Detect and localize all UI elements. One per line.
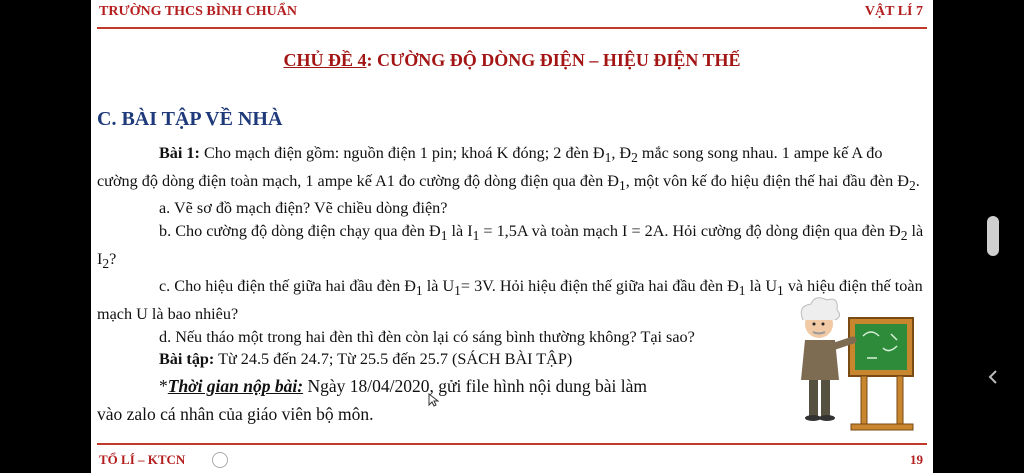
question-d: d. Nếu tháo một trong hai đèn thì đèn còn lại có sáng bình thường không? Tại sao? bbox=[159, 327, 695, 346]
footer-department: TỔ LÍ – KTCN bbox=[99, 452, 186, 467]
section-heading: C. BÀI TẬP VỀ NHÀ bbox=[97, 108, 283, 130]
page-number: 19 bbox=[910, 452, 923, 467]
question-c: c. Cho hiệu điện thế giữa hai đầu đèn $Đ_1$ là $U_1= 3V$. Hỏi hiệu điện thế giữa hai đầu đèn $Đ_1$ là $U_1$ và hiệu điện thế toàn mạch U là bao nhiêu? bbox=[97, 277, 923, 324]
title-text: : CƯỜNG ĐỘ DÒNG ĐIỆN – HIỆU ĐIỆN THẾ bbox=[366, 50, 741, 70]
deadline-line: *Thời gian nộp bài: Ngày 18/04/2020, gửi file hình nội dung bài làm bbox=[159, 375, 647, 396]
header-school: TRƯỜNG THCS BÌNH CHUẨN bbox=[99, 4, 297, 19]
back-chevron-icon[interactable] bbox=[985, 367, 1001, 387]
exercise-reference: Bài tập: Từ 24.5 đến 24.7; Từ 25.5 đến 25.7 (SÁCH BÀI TẬP) bbox=[159, 350, 573, 369]
footer-circle-icon bbox=[212, 452, 228, 468]
scrollbar-thumb[interactable] bbox=[987, 216, 999, 256]
footer-divider bbox=[97, 443, 927, 445]
header-subject: VẬT LÍ 7 bbox=[864, 4, 923, 19]
page-title bbox=[91, 50, 933, 71]
title-topic: CHỦ ĐỀ 4 bbox=[283, 50, 367, 70]
deadline-line-2: vào zalo cá nhân của giáo viên bộ môn. bbox=[97, 403, 374, 424]
mouse-cursor-icon bbox=[428, 393, 440, 407]
header-divider bbox=[97, 27, 927, 29]
bai1-label: Bài 1: bbox=[159, 144, 200, 162]
professor-illustration-icon bbox=[791, 296, 923, 436]
exercise-label: Bài tập: bbox=[159, 350, 215, 369]
question-a: a. Vẽ sơ đồ mạch điện? Vẽ chiều dòng điện? bbox=[159, 199, 448, 218]
bai1-intro: Bài 1: Cho mạch điện gồm: nguồn điện 1 pin; khoá K đóng; 2 đèn $Đ_1$, $Đ_2$ mắc song song nhau. 1 ampe kế A đo cường độ dòng điện toàn mạch, 1 ampe kế A1 đo cường độ dòng điện qua đèn $Đ_1$, một vôn kế đo hiệu điện thế hai đầu đèn $Đ_2$. bbox=[97, 144, 920, 193]
deadline-label: Thời gian nộp bài: bbox=[167, 375, 304, 396]
question-b: b. Cho cường độ dòng điện chạy qua đèn $Đ_1$ là $I_1 = 1,5A$ và toàn mạch I = 2A. Hỏi cường độ dòng điện qua đèn $Đ_2$ là $I_2$? bbox=[97, 221, 924, 271]
slide bbox=[91, 0, 933, 473]
